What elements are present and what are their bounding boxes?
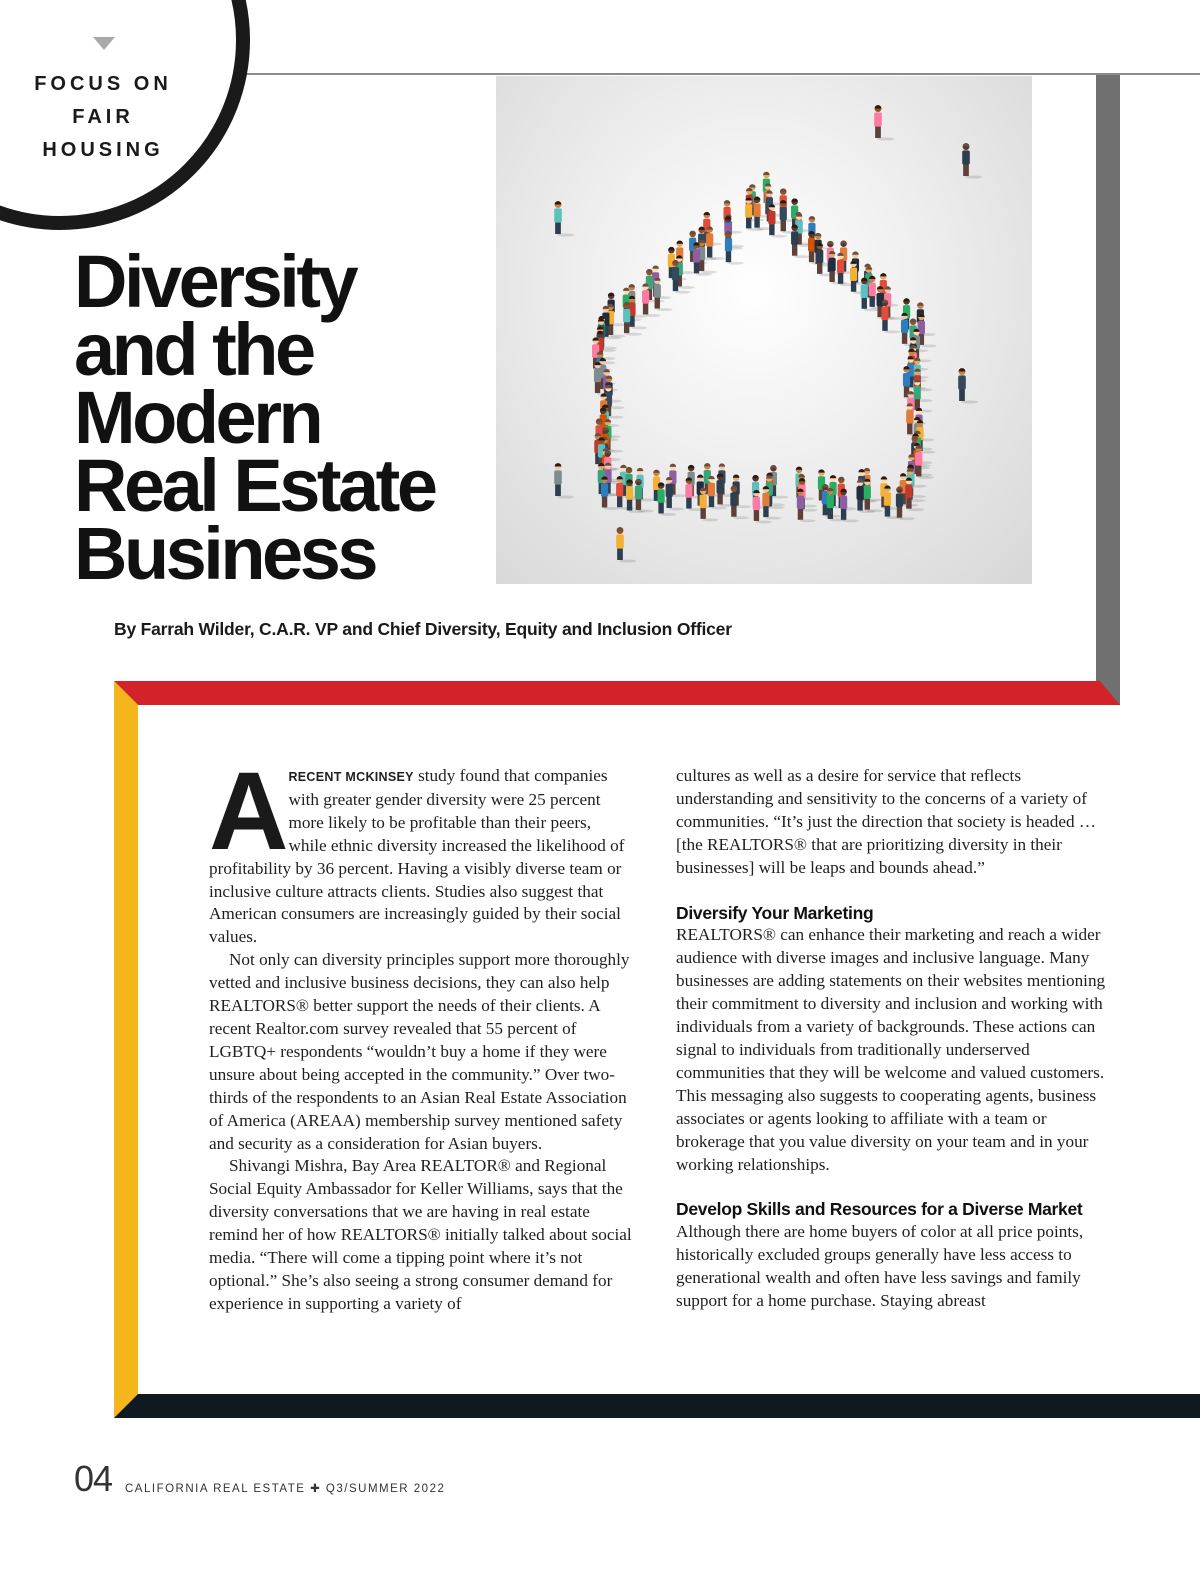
page-number: 04 xyxy=(74,1458,113,1499)
headline-line: Modern xyxy=(74,376,321,459)
person-figure xyxy=(654,277,673,311)
top-rule xyxy=(244,73,1200,75)
person-figure xyxy=(554,463,574,498)
headline-line: Business xyxy=(74,512,376,595)
article-column-left xyxy=(209,750,633,1316)
person-figure xyxy=(962,143,982,178)
navy-frame-bar xyxy=(114,1394,1200,1418)
headline-line: Diversity xyxy=(74,240,356,323)
focus-badge-label xyxy=(30,68,176,167)
crowd-house-illustration xyxy=(496,76,1032,584)
paragraph: Although there are home buyers of color at all price points, historically excluded groups generally have less access to generational wealth and often have less savings and family support for a home purchase. Staying abreast xyxy=(676,1222,1084,1311)
person-figure xyxy=(635,479,654,513)
person-figure xyxy=(616,527,636,562)
person-figure xyxy=(958,368,978,403)
drop-cap: A xyxy=(209,750,285,873)
person-figure xyxy=(864,479,883,513)
article-column-right xyxy=(676,765,1106,1313)
subheading: Diversify Your Marketing xyxy=(676,902,874,923)
paragraph-text: study found that companies with greater gender diversity were 25 percent more likely to be profitable than their peers, while ethnic diversity increased the likelihood of profitability by 36 percent. Having a visibly diverse team or inclusive culture attracts clients. Studies also suggest that American consumers are increasingly guided by their social values. xyxy=(209,766,625,947)
paragraph: Shivangi Mishra, Bay Area REALTOR® and Regional Social Equity Ambassador for Keller Williams, says that the diversity conversations that we are having in real estate remind her of how REALTORS® initially talked about social media. “There will come a tipping point where it’s not optional.” She’s also seeing a strong consumer demand for experience in supporting a variety of xyxy=(209,1156,632,1313)
person-figure xyxy=(554,201,574,236)
person-figure xyxy=(874,105,894,140)
paragraph: Not only can diversity principles support more thoroughly vetted and inclusive business decisions, they can also help REALTORS® better support the needs of their clients. A recent Realtor.com survey revealed that 55 percent of LGBTQ+ respondents “wouldn’t buy a home if they were unsure about being accepted in the community.” Over two-thirds of the respondents to an Asian Real Estate Association of America (AREAA) membership survey mentioned safety and security as a consideration for Asian buyers. xyxy=(209,950,630,1153)
person-figure xyxy=(918,314,937,348)
subheading: Develop Skills and Resources for a Diverse Market xyxy=(676,1199,1083,1220)
paragraph: REALTORS® can enhance their marketing and reach a wider audience with diverse images and inclusive language. Many businesses are adding statements on their websites mentioning their commitment to diversity and inclusion and working with individuals from a variety of backgrounds. These actions can signal to individuals from traditionally underserved communities that they will be welcome and valued customers. This messaging also suggests to cooperating agents, business associates or agents looking to affiliate with a team or brokerage that you value diversity on your team and in your working relationships. xyxy=(676,925,1106,1174)
article-headline xyxy=(74,240,494,595)
person-figure xyxy=(730,486,749,520)
lead-in: RECENT MCKINSEY xyxy=(288,770,414,784)
badge-line: HOUSING xyxy=(42,139,164,161)
triangle-icon xyxy=(93,37,115,50)
publication-footer: CALIFORNIA REAL ESTATE ✚ Q3/SUMMER 2022 xyxy=(125,1483,446,1495)
person-figure xyxy=(914,379,933,413)
paragraph xyxy=(209,750,633,949)
headline-line: and the xyxy=(74,308,313,391)
badge-line: FAIR xyxy=(72,106,134,128)
yellow-frame-bar xyxy=(114,681,138,1418)
headline-line: Real Estate xyxy=(74,444,435,527)
person-figure xyxy=(607,304,626,338)
person-figure xyxy=(840,489,859,523)
byline: By Farrah Wilder, C.A.R. VP and Chief Diversity, Equity and Inclusion Officer xyxy=(114,619,732,639)
red-frame-bar xyxy=(114,681,1120,705)
paragraph: cultures as well as a desire for service that reflects understanding and sensitivity to the concerns of a variety of communities. “It’s just the direction that society is headed …[the REALTORS® that are prioritizing diversity in their businesses] will be leaps and bounds ahead.” xyxy=(676,766,1097,877)
grey-accent-bar xyxy=(1096,75,1120,705)
badge-line: FOCUS ON xyxy=(34,73,172,95)
hero-illustration xyxy=(496,76,1032,584)
